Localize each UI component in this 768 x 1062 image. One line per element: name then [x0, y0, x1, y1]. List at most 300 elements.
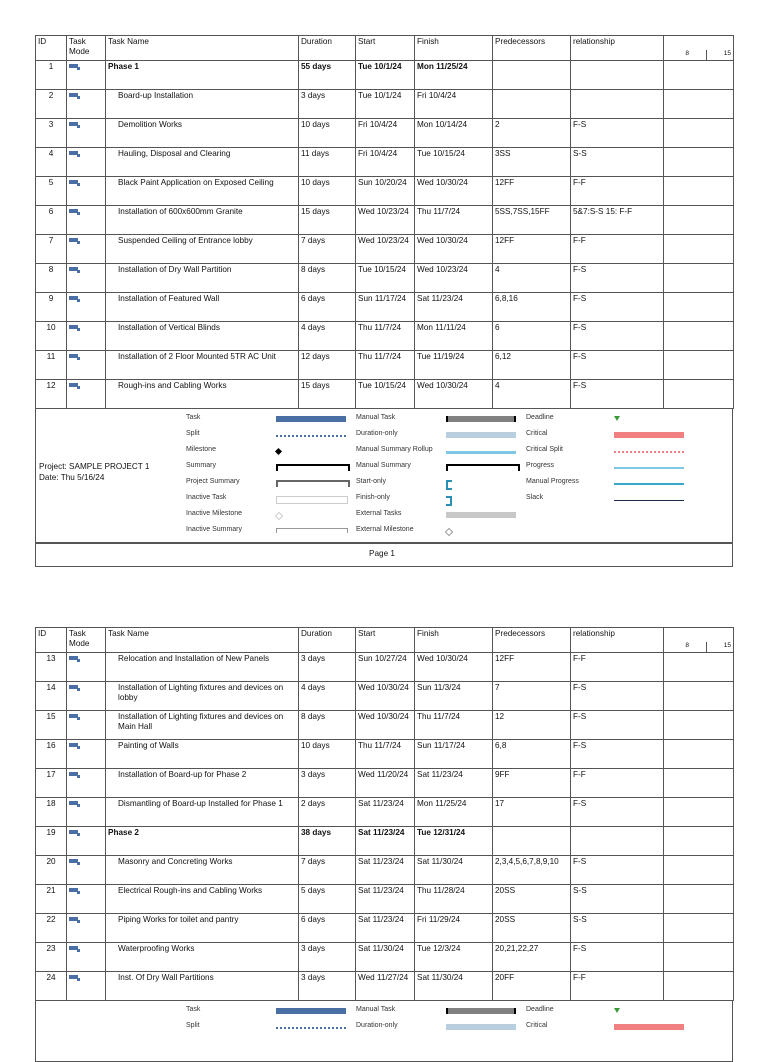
row-duration: 10 days — [299, 740, 356, 769]
col-duration: Duration — [299, 628, 356, 653]
row-gantt-area — [664, 798, 734, 827]
critical-icon — [614, 1024, 684, 1030]
legend — [35, 1001, 733, 1062]
row-task-mode — [67, 798, 106, 827]
row-relationship: F-S — [571, 351, 664, 380]
row-task-name: Inst. Of Dry Wall Partitions — [106, 972, 299, 1001]
row-start: Wed 11/20/24 — [356, 769, 415, 798]
auto-schedule-icon — [69, 655, 81, 663]
row-duration: 38 days — [299, 827, 356, 856]
row-id: 2 — [36, 90, 67, 119]
row-gantt-area — [664, 206, 734, 235]
row-finish: Thu 11/7/24 — [415, 206, 493, 235]
row-predecessors: 2 — [493, 119, 571, 148]
manual-task-icon — [446, 1008, 516, 1014]
row-duration: 3 days — [299, 972, 356, 1001]
row-task-mode — [67, 322, 106, 351]
col-task-mode: Task Mode — [67, 36, 106, 61]
col-task-name: Task Name — [106, 36, 299, 61]
auto-schedule-icon — [69, 974, 81, 982]
row-gantt-area — [664, 61, 734, 90]
auto-schedule-icon — [69, 916, 81, 924]
row-task-mode — [67, 972, 106, 1001]
milestone-icon — [275, 448, 282, 455]
table-row — [36, 119, 734, 148]
table-row — [36, 740, 734, 769]
row-relationship: F-S — [571, 293, 664, 322]
table-row — [36, 972, 734, 1001]
row-task-name: Installation of Vertical Blinds — [106, 322, 299, 351]
row-id: 21 — [36, 885, 67, 914]
row-task-mode — [67, 351, 106, 380]
row-finish: Thu 11/7/24 — [415, 711, 493, 740]
task-icon — [276, 1008, 346, 1014]
table-row — [36, 177, 734, 206]
auto-schedule-icon — [69, 713, 81, 721]
deadline-icon — [614, 1008, 620, 1013]
project-summary-icon — [276, 480, 350, 487]
row-predecessors: 5SS,7SS,15FF — [493, 206, 571, 235]
row-predecessors: 4 — [493, 380, 571, 409]
row-id: 16 — [36, 740, 67, 769]
row-gantt-area — [664, 827, 734, 856]
table-row — [36, 711, 734, 740]
auto-schedule-icon — [69, 63, 81, 71]
row-start: Tue 10/1/24 — [356, 61, 415, 90]
row-gantt-area — [664, 322, 734, 351]
col-relationship: relationship — [571, 36, 664, 61]
row-duration: 10 days — [299, 177, 356, 206]
row-finish: Tue 12/31/24 — [415, 827, 493, 856]
row-gantt-area — [664, 943, 734, 972]
row-finish: Thu 11/28/24 — [415, 885, 493, 914]
table-row — [36, 914, 734, 943]
row-start: Wed 10/23/24 — [356, 235, 415, 264]
legend-label: Slack — [526, 494, 544, 501]
row-relationship: F-F — [571, 177, 664, 206]
row-predecessors: 20SS — [493, 914, 571, 943]
row-gantt-area — [664, 119, 734, 148]
row-gantt-area — [664, 380, 734, 409]
row-finish: Mon 11/25/24 — [415, 61, 493, 90]
row-task-name: Installation of Lighting fixtures and devices on Main Hall — [106, 711, 299, 740]
row-relationship — [571, 827, 664, 856]
row-task-mode — [67, 943, 106, 972]
row-gantt-area — [664, 177, 734, 206]
row-gantt-area — [664, 740, 734, 769]
row-duration: 3 days — [299, 90, 356, 119]
row-id: 18 — [36, 798, 67, 827]
row-gantt-area — [664, 293, 734, 322]
row-duration: 8 days — [299, 264, 356, 293]
row-task-name: Phase 1 — [106, 61, 299, 90]
row-start: Sat 11/23/24 — [356, 885, 415, 914]
row-task-name: Installation of 2 Floor Mounted 5TR AC Unit — [106, 351, 299, 380]
legend-label: Critical Split — [526, 446, 563, 453]
table-row — [36, 856, 734, 885]
row-task-mode — [67, 827, 106, 856]
col-predecessors: Predecessors — [493, 628, 571, 653]
progress-icon — [614, 467, 684, 469]
row-gantt-area — [664, 148, 734, 177]
row-duration: 7 days — [299, 856, 356, 885]
external-tasks-icon — [446, 512, 516, 518]
auto-schedule-icon — [69, 92, 81, 100]
row-task-name: Black Paint Application on Exposed Ceiling — [106, 177, 299, 206]
row-duration: 15 days — [299, 380, 356, 409]
row-start: Fri 10/4/24 — [356, 148, 415, 177]
row-relationship: F-S — [571, 119, 664, 148]
row-finish: Fri 10/4/24 — [415, 90, 493, 119]
row-start: Thu 11/7/24 — [356, 740, 415, 769]
row-id: 4 — [36, 148, 67, 177]
table-row — [36, 322, 734, 351]
legend-label: Critical — [526, 430, 548, 437]
row-id: 5 — [36, 177, 67, 206]
gantt-page-2 — [35, 627, 733, 1062]
table-row — [36, 264, 734, 293]
manual-summary-icon — [446, 464, 520, 471]
row-task-name: Piping Works for toilet and pantry — [106, 914, 299, 943]
row-finish: Sat 11/23/24 — [415, 293, 493, 322]
split-icon — [276, 435, 346, 437]
table-row — [36, 798, 734, 827]
row-relationship: F-S — [571, 798, 664, 827]
row-task-mode — [67, 856, 106, 885]
row-predecessors — [493, 827, 571, 856]
row-task-name: Demolition Works — [106, 119, 299, 148]
table-row — [36, 943, 734, 972]
legend-label: Milestone — [186, 446, 216, 453]
row-predecessors: 12FF — [493, 177, 571, 206]
row-relationship: F-S — [571, 711, 664, 740]
row-finish: Wed 10/30/24 — [415, 177, 493, 206]
legend-label: Finish-only — [356, 494, 390, 501]
auto-schedule-icon — [69, 237, 81, 245]
legend-label: Manual Task — [356, 414, 396, 421]
inactive-milestone-icon — [275, 512, 283, 520]
row-task-mode — [67, 682, 106, 711]
row-relationship: S-S — [571, 914, 664, 943]
row-duration: 6 days — [299, 914, 356, 943]
row-start: Tue 10/15/24 — [356, 264, 415, 293]
row-task-name: Painting of Walls — [106, 740, 299, 769]
row-gantt-area — [664, 885, 734, 914]
project-date: Date: Thu 5/16/24 — [39, 473, 105, 482]
col-start: Start — [356, 628, 415, 653]
row-id: 12 — [36, 380, 67, 409]
row-task-mode — [67, 148, 106, 177]
row-finish: Sat 11/30/24 — [415, 856, 493, 885]
row-start: Wed 10/30/24 — [356, 682, 415, 711]
slack-icon — [614, 500, 684, 501]
row-relationship: F-S — [571, 682, 664, 711]
table-row — [36, 653, 734, 682]
task-rows — [36, 653, 734, 1001]
row-task-mode — [67, 119, 106, 148]
split-icon — [276, 1027, 346, 1029]
legend-label: Manual Progress — [526, 478, 579, 485]
critical-split-icon — [614, 451, 684, 453]
row-finish: Sat 11/30/24 — [415, 972, 493, 1001]
row-relationship: F-S — [571, 264, 664, 293]
row-predecessors: 6,8 — [493, 740, 571, 769]
row-finish: Wed 10/30/24 — [415, 653, 493, 682]
row-relationship — [571, 61, 664, 90]
legend-label: Summary — [186, 462, 216, 469]
row-predecessors: 12FF — [493, 653, 571, 682]
inactive-task-icon — [276, 496, 348, 504]
row-duration: 8 days — [299, 711, 356, 740]
table-row — [36, 682, 734, 711]
row-task-name: Suspended Ceiling of Entrance lobby — [106, 235, 299, 264]
timescale-label: 15 — [723, 642, 731, 649]
row-predecessors: 20FF — [493, 972, 571, 1001]
row-start: Sat 11/23/24 — [356, 856, 415, 885]
row-task-mode — [67, 206, 106, 235]
row-task-mode — [67, 235, 106, 264]
auto-schedule-icon — [69, 858, 81, 866]
legend-label: Manual Summary Rollup — [356, 446, 433, 453]
row-predecessors: 17 — [493, 798, 571, 827]
row-finish: Sat 11/23/24 — [415, 769, 493, 798]
auto-schedule-icon — [69, 742, 81, 750]
table-row — [36, 827, 734, 856]
row-duration: 3 days — [299, 769, 356, 798]
row-task-name: Installation of 600x600mm Granite — [106, 206, 299, 235]
row-task-mode — [67, 740, 106, 769]
row-gantt-area — [664, 972, 734, 1001]
row-id: 20 — [36, 856, 67, 885]
table-row — [36, 206, 734, 235]
row-relationship: F-F — [571, 769, 664, 798]
row-task-name: Masonry and Concreting Works — [106, 856, 299, 885]
auto-schedule-icon — [69, 150, 81, 158]
legend-label: Duration-only — [356, 430, 398, 437]
legend-label: Project Summary — [186, 478, 240, 485]
row-gantt-area — [664, 653, 734, 682]
col-relationship: relationship — [571, 628, 664, 653]
timescale-label: 15 — [723, 50, 731, 57]
row-start: Tue 10/1/24 — [356, 90, 415, 119]
row-id: 22 — [36, 914, 67, 943]
auto-schedule-icon — [69, 684, 81, 692]
row-duration: 12 days — [299, 351, 356, 380]
row-id: 15 — [36, 711, 67, 740]
row-predecessors — [493, 90, 571, 119]
row-predecessors: 20,21,22,27 — [493, 943, 571, 972]
row-gantt-area — [664, 235, 734, 264]
deadline-icon — [614, 416, 620, 421]
row-task-name: Installation of Lighting fixtures and devices on lobby — [106, 682, 299, 711]
legend-label: Inactive Milestone — [186, 510, 243, 517]
row-id: 17 — [36, 769, 67, 798]
legend-label: Split — [186, 430, 200, 437]
row-id: 8 — [36, 264, 67, 293]
row-task-name: Hauling, Disposal and Clearing — [106, 148, 299, 177]
table-header — [36, 628, 734, 653]
row-finish: Fri 11/29/24 — [415, 914, 493, 943]
row-gantt-area — [664, 769, 734, 798]
col-start: Start — [356, 36, 415, 61]
row-id: 11 — [36, 351, 67, 380]
row-task-name: Electrical Rough-ins and Cabling Works — [106, 885, 299, 914]
legend-label: Manual Task — [356, 1006, 396, 1013]
legend-label: Duration-only — [356, 1022, 398, 1029]
task-table — [35, 627, 734, 1001]
table-row — [36, 351, 734, 380]
row-start: Thu 11/7/24 — [356, 322, 415, 351]
finish-only-icon — [446, 496, 452, 506]
critical-icon — [614, 432, 684, 438]
auto-schedule-icon — [69, 353, 81, 361]
row-finish: Sun 11/17/24 — [415, 740, 493, 769]
legend-label: Progress — [526, 462, 555, 469]
row-relationship: S-S — [571, 148, 664, 177]
row-gantt-area — [664, 856, 734, 885]
legend-label: Deadline — [526, 1006, 554, 1013]
row-task-name: Dismantling of Board-up Installed for Phase 1 — [106, 798, 299, 827]
row-id: 7 — [36, 235, 67, 264]
row-start: Tue 10/15/24 — [356, 380, 415, 409]
legend-label: External Tasks — [356, 510, 402, 517]
row-duration: 4 days — [299, 322, 356, 351]
table-row — [36, 769, 734, 798]
inactive-summary-icon — [276, 528, 348, 533]
table-row — [36, 61, 734, 90]
row-gantt-area — [664, 682, 734, 711]
row-relationship: F-F — [571, 653, 664, 682]
row-predecessors: 2,3,4,5,6,7,8,9,10 — [493, 856, 571, 885]
row-id: 19 — [36, 827, 67, 856]
auto-schedule-icon — [69, 829, 81, 837]
start-only-icon — [446, 480, 452, 490]
timescale-header — [664, 36, 734, 61]
timescale-header — [664, 628, 734, 653]
duration-only-icon — [446, 1024, 516, 1030]
row-task-mode — [67, 885, 106, 914]
row-relationship: F-S — [571, 856, 664, 885]
task-rows — [36, 61, 734, 409]
row-task-mode — [67, 914, 106, 943]
table-header — [36, 36, 734, 61]
row-start: Sat 11/23/24 — [356, 914, 415, 943]
row-finish: Sun 11/3/24 — [415, 682, 493, 711]
row-duration: 2 days — [299, 798, 356, 827]
row-duration: 3 days — [299, 943, 356, 972]
row-duration: 4 days — [299, 682, 356, 711]
row-start: Thu 11/7/24 — [356, 351, 415, 380]
row-id: 13 — [36, 653, 67, 682]
row-start: Sun 11/17/24 — [356, 293, 415, 322]
page-number: Page 1 — [369, 549, 395, 558]
project-info — [39, 461, 149, 483]
row-task-name: Installation of Board-up for Phase 2 — [106, 769, 299, 798]
row-predecessors: 6,12 — [493, 351, 571, 380]
auto-schedule-icon — [69, 208, 81, 216]
row-predecessors: 6,8,16 — [493, 293, 571, 322]
row-duration: 55 days — [299, 61, 356, 90]
legend-label: Deadline — [526, 414, 554, 421]
row-task-mode — [67, 769, 106, 798]
table-row — [36, 235, 734, 264]
row-task-name: Installation of Featured Wall — [106, 293, 299, 322]
row-gantt-area — [664, 351, 734, 380]
row-predecessors: 7 — [493, 682, 571, 711]
row-predecessors: 6 — [493, 322, 571, 351]
row-duration: 5 days — [299, 885, 356, 914]
col-task-mode: Task Mode — [67, 628, 106, 653]
row-relationship: F-S — [571, 322, 664, 351]
duration-only-icon — [446, 432, 516, 438]
col-predecessors: Predecessors — [493, 36, 571, 61]
row-duration: 10 days — [299, 119, 356, 148]
row-gantt-area — [664, 264, 734, 293]
row-finish: Wed 10/30/24 — [415, 235, 493, 264]
row-start: Wed 11/27/24 — [356, 972, 415, 1001]
row-relationship: F-F — [571, 235, 664, 264]
row-predecessors: 12FF — [493, 235, 571, 264]
row-task-mode — [67, 264, 106, 293]
row-predecessors: 20SS — [493, 885, 571, 914]
auto-schedule-icon — [69, 324, 81, 332]
row-duration: 3 days — [299, 653, 356, 682]
row-start: Wed 10/23/24 — [356, 206, 415, 235]
legend-label: Inactive Task — [186, 494, 227, 501]
row-finish: Mon 10/14/24 — [415, 119, 493, 148]
row-id: 23 — [36, 943, 67, 972]
row-duration: 15 days — [299, 206, 356, 235]
legend-label: External Milestone — [356, 526, 414, 533]
row-relationship: 5&7:S-S 15: F-F — [571, 206, 664, 235]
auto-schedule-icon — [69, 945, 81, 953]
row-gantt-area — [664, 711, 734, 740]
auto-schedule-icon — [69, 266, 81, 274]
row-task-mode — [67, 61, 106, 90]
row-id: 24 — [36, 972, 67, 1001]
row-finish: Mon 11/25/24 — [415, 798, 493, 827]
row-gantt-area — [664, 914, 734, 943]
auto-schedule-icon — [69, 295, 81, 303]
row-finish: Tue 11/19/24 — [415, 351, 493, 380]
row-task-mode — [67, 177, 106, 206]
task-table — [35, 35, 734, 409]
legend-label: Manual Summary — [356, 462, 411, 469]
legend — [35, 409, 733, 543]
task-icon — [276, 416, 346, 422]
col-duration: Duration — [299, 36, 356, 61]
table-row — [36, 293, 734, 322]
row-finish: Mon 11/11/24 — [415, 322, 493, 351]
row-predecessors: 4 — [493, 264, 571, 293]
row-id: 9 — [36, 293, 67, 322]
row-task-name: Board-up Installation — [106, 90, 299, 119]
row-task-name: Relocation and Installation of New Panels — [106, 653, 299, 682]
table-row — [36, 148, 734, 177]
row-start: Sat 11/30/24 — [356, 943, 415, 972]
row-task-mode — [67, 90, 106, 119]
manual-task-icon — [446, 416, 516, 422]
row-task-name: Phase 2 — [106, 827, 299, 856]
row-id: 14 — [36, 682, 67, 711]
table-row — [36, 90, 734, 119]
row-relationship: F-S — [571, 943, 664, 972]
row-id: 10 — [36, 322, 67, 351]
row-start: Sun 10/20/24 — [356, 177, 415, 206]
gantt-page-1 — [35, 35, 733, 567]
row-finish: Wed 10/30/24 — [415, 380, 493, 409]
row-gantt-area — [664, 90, 734, 119]
